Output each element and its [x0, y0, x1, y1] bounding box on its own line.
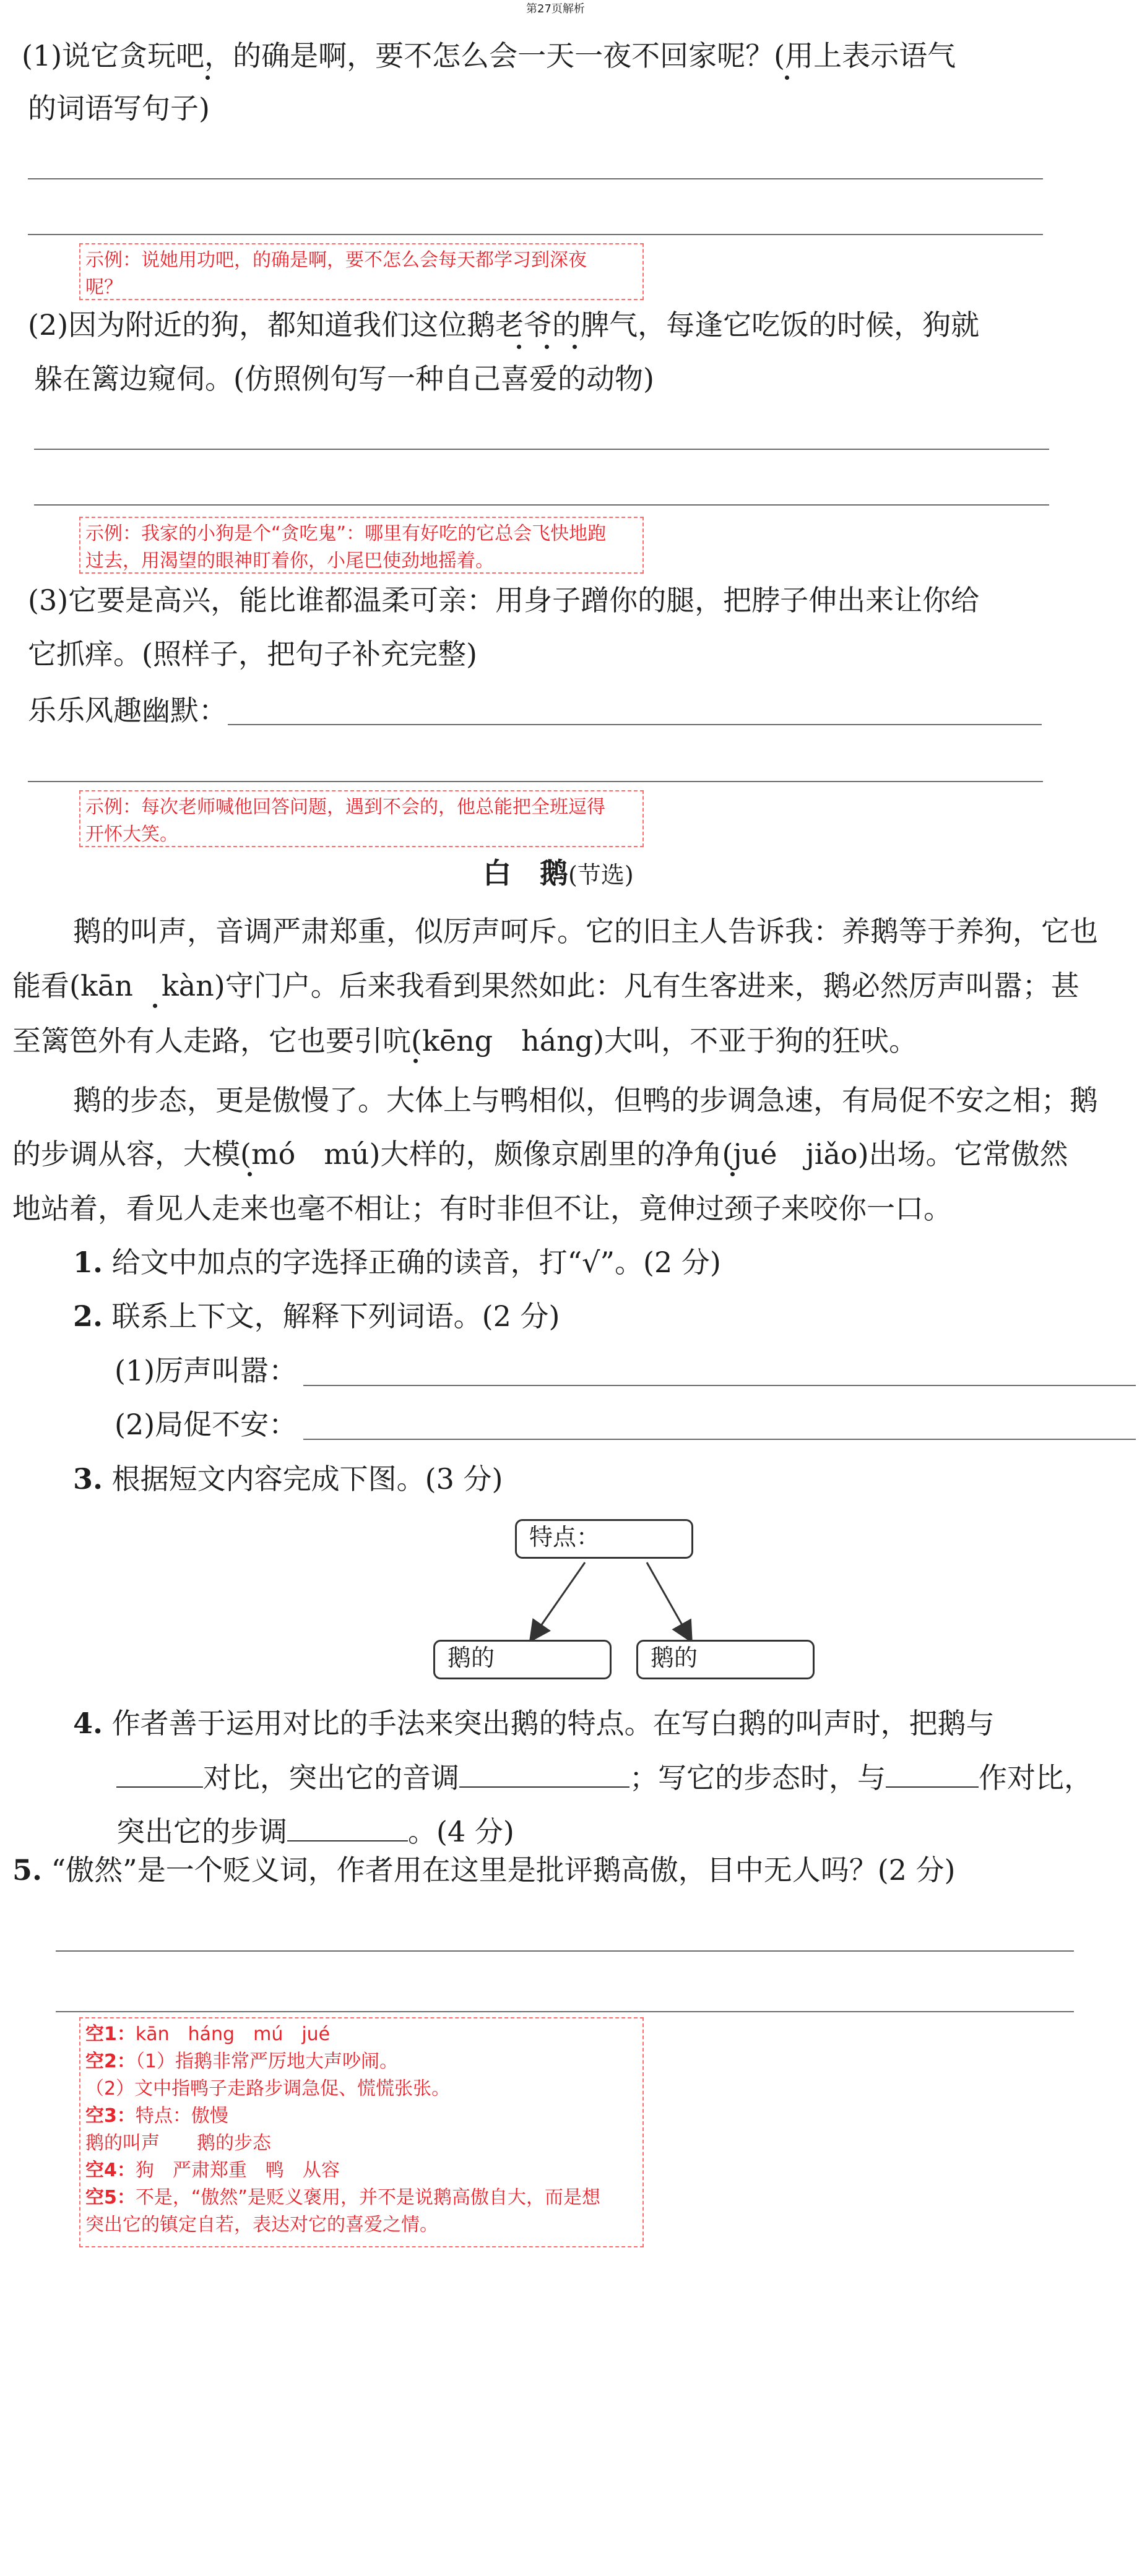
emphasis-dot	[248, 1172, 252, 1176]
emphasis-dot	[545, 345, 549, 349]
passage-p1-line2: 能看(kān kàn)守门户。后来我看到果然如此：凡有生客进来，鹅必然厉声叫嚣；甚	[12, 969, 1079, 1002]
passage-title	[483, 851, 634, 892]
answer-text: 过去，用渴望的眼神盯着你，小尾巴使劲地摇着。	[85, 550, 494, 572]
passage-subtitle: (节选)	[568, 861, 634, 889]
question-text: ；写它的步态时，与	[629, 1761, 886, 1794]
answer-text: 不是，“傲然”是贬义褒用，并不是说鹅高傲自大，而是想	[135, 2187, 600, 2208]
q3-prompt-line1: (3)它要是高兴，能比谁都温柔可亲：用身子蹭你的腿，把脖子伸出来让你给	[28, 584, 980, 617]
question-number: 4.	[73, 1707, 103, 1740]
answer-text: 示例：说她用功吧，的确是啊，要不怎么会每天都学习到深夜	[85, 249, 587, 271]
emphasis-dot	[205, 75, 210, 80]
blank[interactable]	[116, 1759, 203, 1788]
question-text: 突出它的步调	[116, 1815, 287, 1848]
question-number: 1.	[73, 1246, 103, 1279]
question-text: 联系上下文，解释下列词语。(2 分)	[111, 1299, 560, 1333]
answer-row	[85, 2021, 638, 2048]
blank[interactable]	[287, 1813, 408, 1842]
answer-text: 狗 严肃郑重 鸭 从容	[135, 2160, 340, 2181]
answer-text: （1）指鹅非常严厉地大声吵闹。	[135, 2051, 398, 2072]
answer-line[interactable]	[34, 504, 1049, 506]
diagram-box-feature	[515, 1519, 693, 1559]
q3-prompt-label: 乐乐风趣幽默：	[28, 694, 227, 727]
answer-row: 鹅的叫声 鹅的步态	[85, 2132, 271, 2154]
passage-p1-line1: 鹅的叫声，音调严肃郑重，似厉声呵斥。它的旧主人告诉我：养鹅等于养狗，它也	[73, 915, 1098, 948]
answer-line[interactable]	[56, 1950, 1074, 1952]
q2-prompt-line1: (2)因为附近的狗，都知道我们这位鹅老爷的脾气，每逢它吃饭的时候，狗就	[28, 308, 980, 342]
q2-prompt-line2: 躲在篱边窥伺。(仿照例句写一种自己喜爱的动物)	[34, 362, 654, 395]
answer-line[interactable]	[28, 781, 1043, 782]
question-4-line2	[116, 1759, 1092, 1796]
passage-p1-line3: 至篱笆外有人走路，它也要引吭(kēng háng)大叫，不亚于狗的狂吠。	[12, 1024, 918, 1058]
question-1	[73, 1244, 721, 1281]
question-text: “傲然”是一个贬义词，作者用在这里是批评鹅高傲，目中无人吗？(2 分)	[51, 1853, 956, 1887]
question-text: 给文中加点的字选择正确的读音，打“√”。(2 分)	[111, 1246, 721, 1279]
diagram-box-right	[636, 1640, 815, 1679]
answer-line[interactable]	[303, 1439, 1136, 1440]
question-3	[73, 1460, 503, 1497]
emphasis-dot	[573, 345, 577, 349]
answer-text: 特点：傲慢	[135, 2105, 228, 2127]
question-4-line3	[116, 1813, 514, 1850]
diagram-box-label: 鹅的	[651, 1644, 698, 1671]
q3-prompt-line2: 它抓痒。(照样子，把句子补充完整)	[28, 637, 477, 671]
passage-title-text: 白 鹅	[483, 856, 568, 890]
answer-line[interactable]	[28, 178, 1043, 179]
answer-text: 示例：每次老师喊他回答问题，遇到不会的，他总能把全班逗得	[85, 796, 605, 818]
diagram-box-label: 鹅的	[448, 1644, 495, 1671]
answer-key-box	[79, 2017, 644, 2247]
diagram-box-left	[433, 1640, 612, 1679]
passage-p2-line3: 地站着，看见人走来也毫不相让；有时非但不让，竟伸过颈子来咬你一口。	[12, 1192, 952, 1225]
answer-line[interactable]	[28, 234, 1043, 235]
answer-line[interactable]	[303, 1385, 1136, 1386]
emphasis-dot	[730, 1172, 735, 1176]
answer-row	[85, 2184, 638, 2212]
question-text: 根据短文内容完成下图。(3 分)	[111, 1462, 503, 1496]
answer-line[interactable]	[56, 2011, 1074, 2012]
question-number: 2.	[73, 1299, 103, 1333]
answer-box-q1	[79, 243, 644, 300]
answer-label: 空3：	[85, 2105, 136, 2127]
answer-label: 空5：	[85, 2187, 136, 2208]
q1-prompt-line1: (1)说它贪玩吧，的确是啊，要不怎么会一天一夜不回家呢？(用上表示语气	[22, 39, 956, 72]
diagram-box-label: 特点：	[529, 1523, 600, 1551]
question-number: 3.	[73, 1462, 103, 1496]
question-number: 5.	[12, 1853, 43, 1887]
passage-p2-line1: 鹅的步态，更是傲慢了。大体上与鸭相似，但鸭的步调急速，有局促不安之相；鹅	[73, 1083, 1098, 1117]
answer-row: 突出它的镇定自若，表达对它的喜爱之情。	[85, 2214, 438, 2236]
answer-label: 空4：	[85, 2160, 136, 2181]
blank[interactable]	[886, 1759, 979, 1788]
question-text: 作对比，	[979, 1761, 1092, 1794]
answer-line[interactable]	[228, 724, 1042, 725]
answer-row	[85, 2048, 638, 2075]
answer-box-q3	[79, 790, 644, 847]
emphasis-dot	[517, 345, 521, 349]
answer-row	[85, 2157, 638, 2184]
q2-sub1-label: (1)厉声叫嚣：	[115, 1354, 298, 1387]
question-text: 。(4 分)	[408, 1815, 514, 1848]
emphasis-dot	[785, 75, 789, 80]
answer-text: 示例：我家的小狗是个“贪吃鬼”：哪里有好吃的它总会飞快地跑	[85, 523, 607, 545]
q2-sub2-label: (2)局促不安：	[115, 1408, 298, 1441]
question-text: 作者善于运用对比的手法来突出鹅的特点。在写白鹅的叫声时，把鹅与	[111, 1707, 995, 1740]
answer-box-q2	[79, 517, 644, 574]
emphasis-dot	[153, 1004, 157, 1008]
answer-text: kān háng mú jué	[135, 2023, 331, 2045]
answer-label: 空2：	[85, 2051, 136, 2072]
answer-row	[85, 2103, 638, 2130]
answer-label: 空1：	[85, 2023, 136, 2045]
arrow-left	[535, 1562, 585, 1634]
arrow-right	[647, 1562, 687, 1634]
emphasis-dot	[413, 1059, 418, 1063]
q1-prompt-line2: 的词语写句子)	[28, 92, 210, 125]
answer-line[interactable]	[34, 449, 1049, 450]
page-header: 第27页解析	[526, 2, 585, 15]
passage-p2-line2: 的步调从容，大模(mó mú)大样的，颇像京剧里的净角(jué jiǎo)出场。它常傲然	[12, 1137, 1068, 1171]
question-5	[12, 1851, 955, 1889]
blank[interactable]	[459, 1759, 629, 1788]
answer-text: 开怀大笑。	[85, 824, 178, 845]
answer-text: 呢？	[85, 277, 123, 298]
question-4-line1	[73, 1705, 995, 1742]
answer-row: （2）文中指鸭子走路步调急促、慌慌张张。	[85, 2078, 451, 2100]
question-2	[73, 1298, 560, 1335]
question-text: 对比，突出它的音调	[203, 1761, 459, 1794]
